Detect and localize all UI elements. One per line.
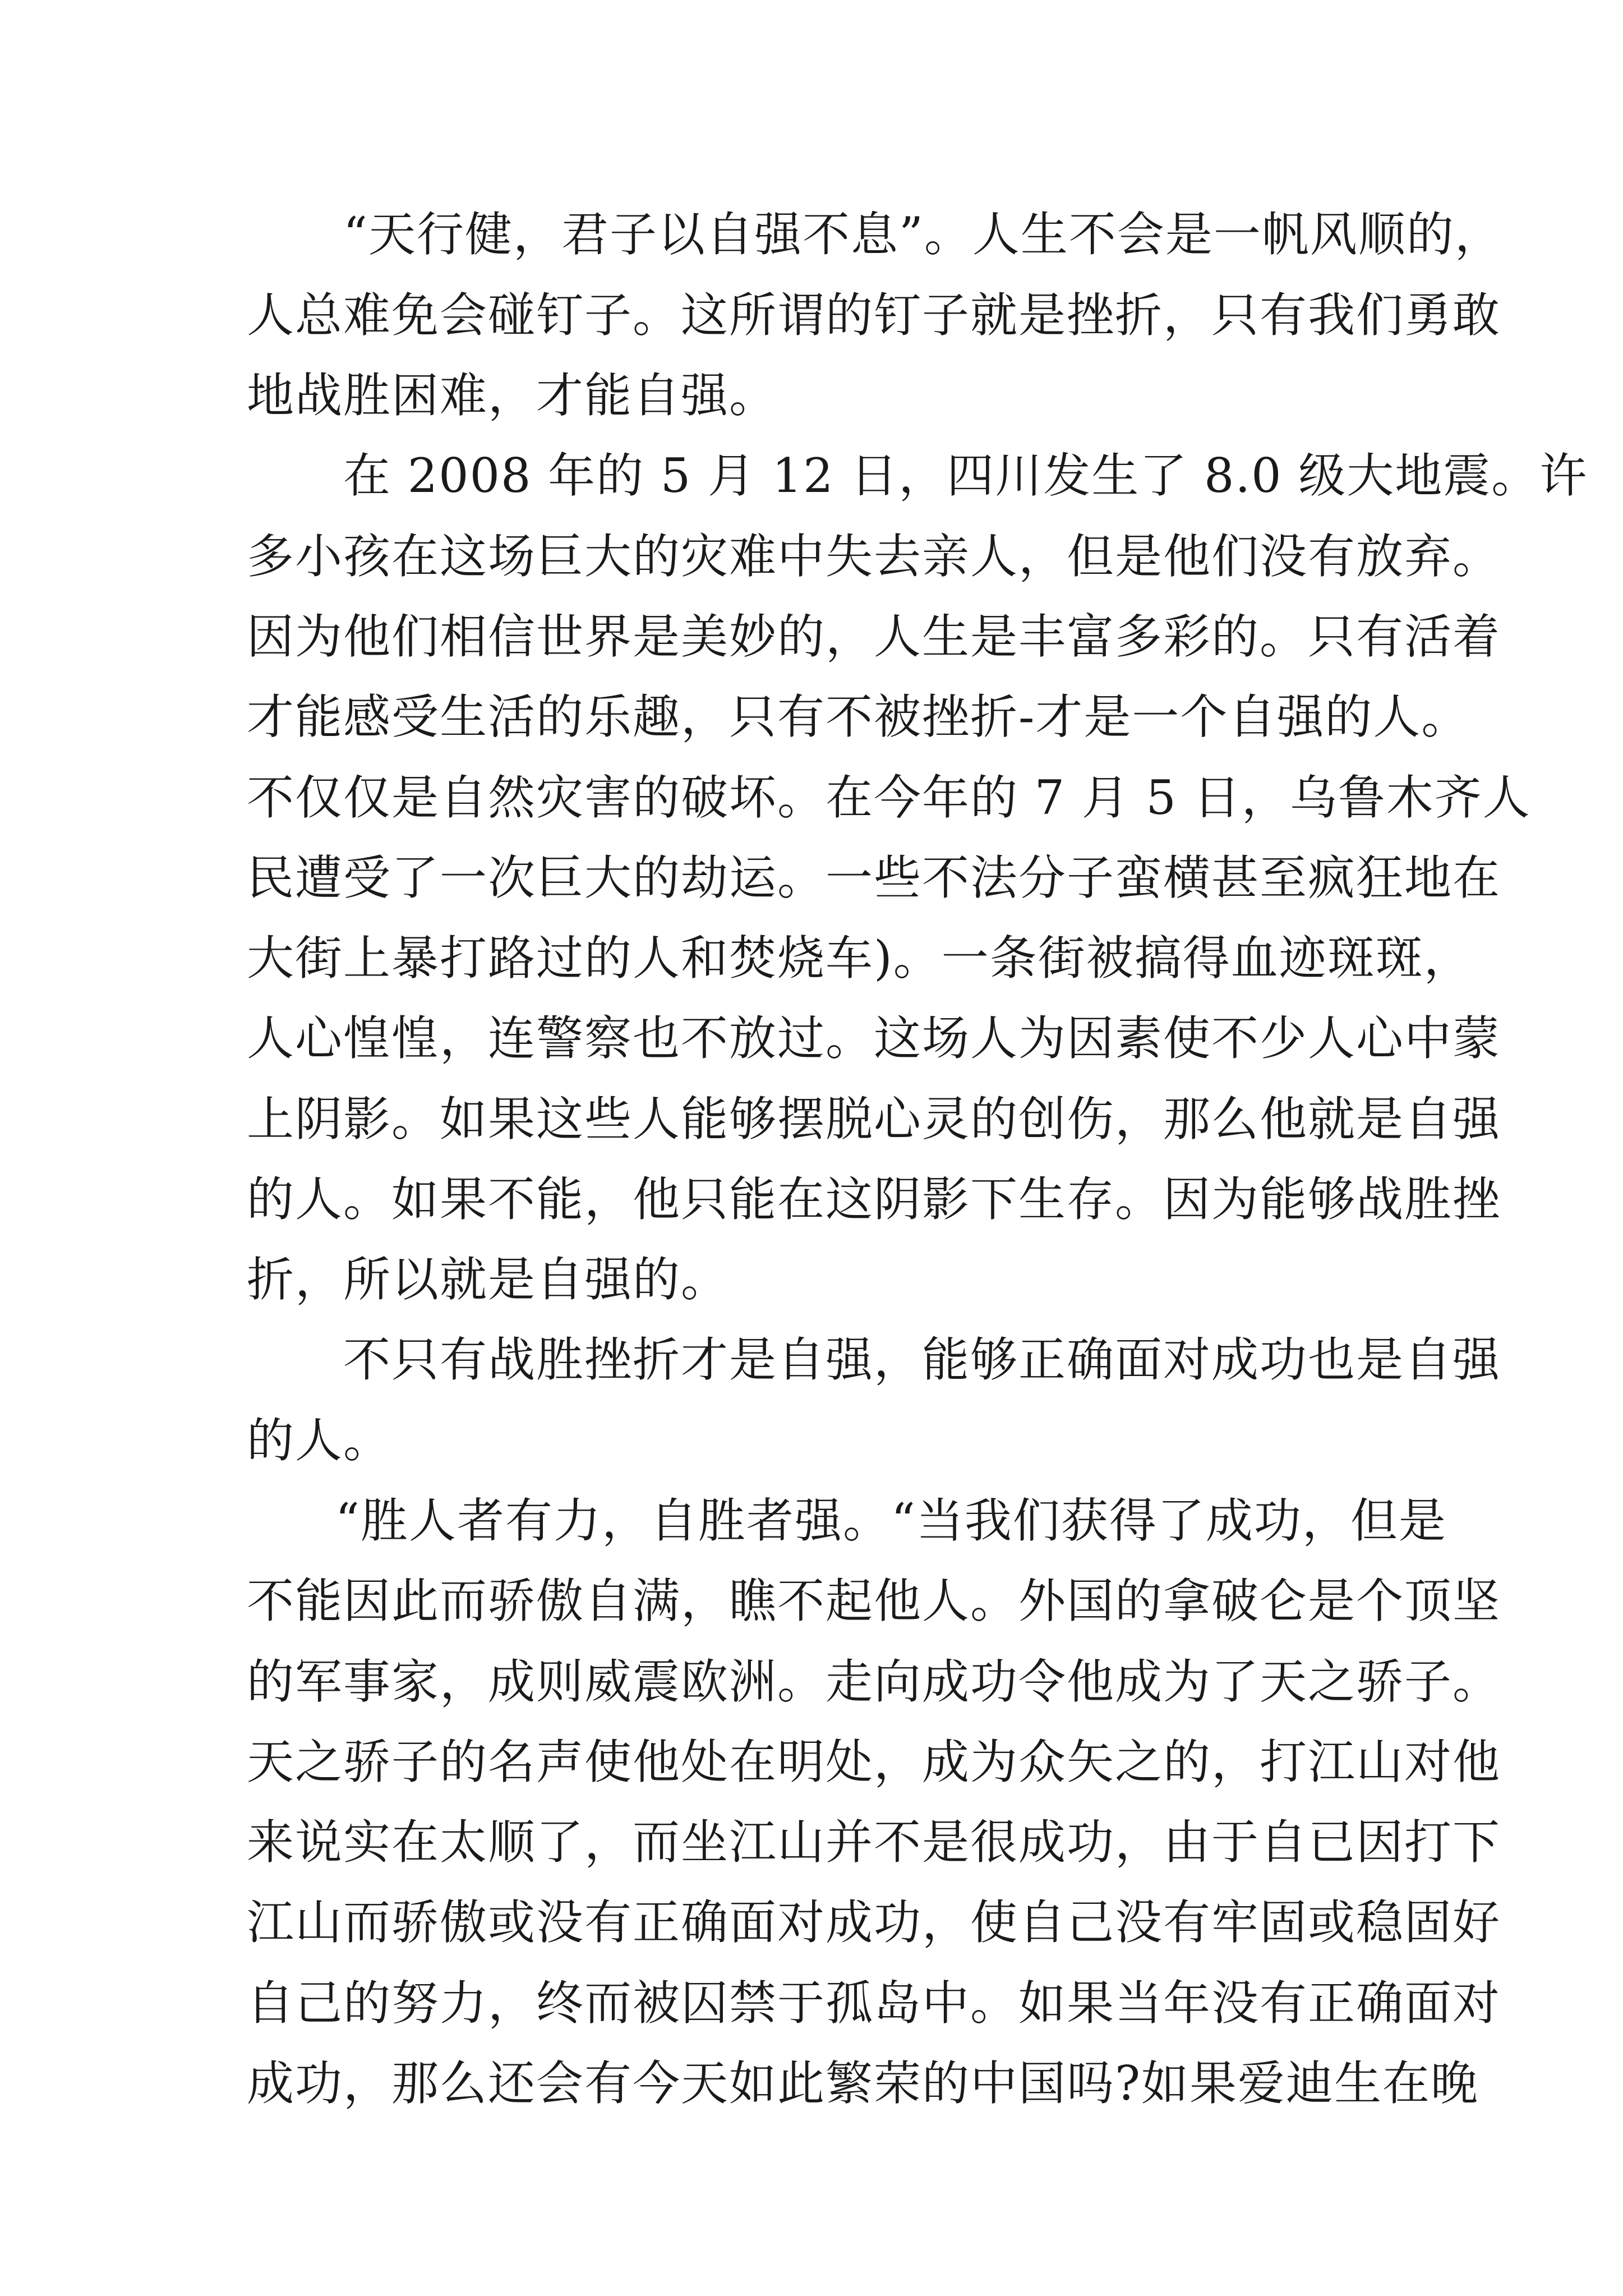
text-line: 来说实在太顺了，而坐江山并不是很成功，由于自已因打下 xyxy=(247,1815,1501,1870)
text-line: 自己的努力，终而被囚禁于孤岛中。如果当年没有正确面对 xyxy=(247,1976,1501,2031)
text-line: 在 2008 年的 5 月 12 日，四川发生了 8.0 级大地震。许 xyxy=(343,448,1588,503)
text-line: 的人。 xyxy=(247,1413,392,1468)
text-line: 的军事家，成则威震欧洲。走向成功令他成为了天之骄子。 xyxy=(247,1654,1501,1709)
text-line: 才能感受生活的乐趣，只有不被挫折-才是一个自强的人。 xyxy=(247,689,1470,744)
text-line: 地战胜困难，才能自强。 xyxy=(247,368,778,423)
text-line: 上阴影。如果这些人能够摆脱心灵的创伤，那么他就是自强 xyxy=(247,1092,1501,1147)
text-line: 民遭受了一次巨大的劫运。一些不法分子蛮横甚至疯狂地在 xyxy=(247,850,1501,905)
text-line: “天行健，君子以自强不息”。人生不会是一帆风顺的， xyxy=(343,207,1503,262)
text-line: 人心惶惶，连警察也不放过。这场人为因素使不少人心中蒙 xyxy=(247,1011,1501,1066)
text-line: 不只有战胜挫折才是自强，能够正确面对成功也是自强 xyxy=(343,1332,1501,1387)
text-line: 不能因此而骄傲自满，瞧不起他人。外国的拿破仑是个顶坚 xyxy=(247,1573,1501,1628)
text-line: 天之骄子的名声使他处在明处，成为众矢之的，打江山对他 xyxy=(247,1734,1501,1789)
text-line: 成功，那么还会有今天如此繁荣的中国吗?如果爱迪生在晚 xyxy=(247,2056,1479,2111)
text-line: 多小孩在这场巨大的灾难中失去亲人，但是他们没有放弃。 xyxy=(247,529,1501,584)
text-line: 大街上暴打路过的人和焚烧车)。一条街被搞得血迹斑斑， xyxy=(247,931,1472,986)
text-line: “胜人者有力，自胜者强。“当我们获得了成功，但是 xyxy=(335,1493,1447,1548)
text-line: 的人。如果不能，他只能在这阴影下生存。因为能够战胜挫 xyxy=(247,1172,1501,1227)
text-line: 江山而骄傲或没有正确面对成功，使自己没有牢固或稳固好 xyxy=(247,1895,1501,1950)
text-line: 因为他们相信世界是美妙的，人生是丰富多彩的。只有活着 xyxy=(247,609,1501,664)
text-line: 不仅仅是自然灾害的破坏。在今年的 7 月 5 日，乌鲁木齐人 xyxy=(247,770,1531,825)
text-line: 折，所以就是自强的。 xyxy=(247,1252,730,1307)
text-line: 人总难免会碰钉子。这所谓的钉子就是挫折，只有我们勇敢 xyxy=(247,288,1501,343)
